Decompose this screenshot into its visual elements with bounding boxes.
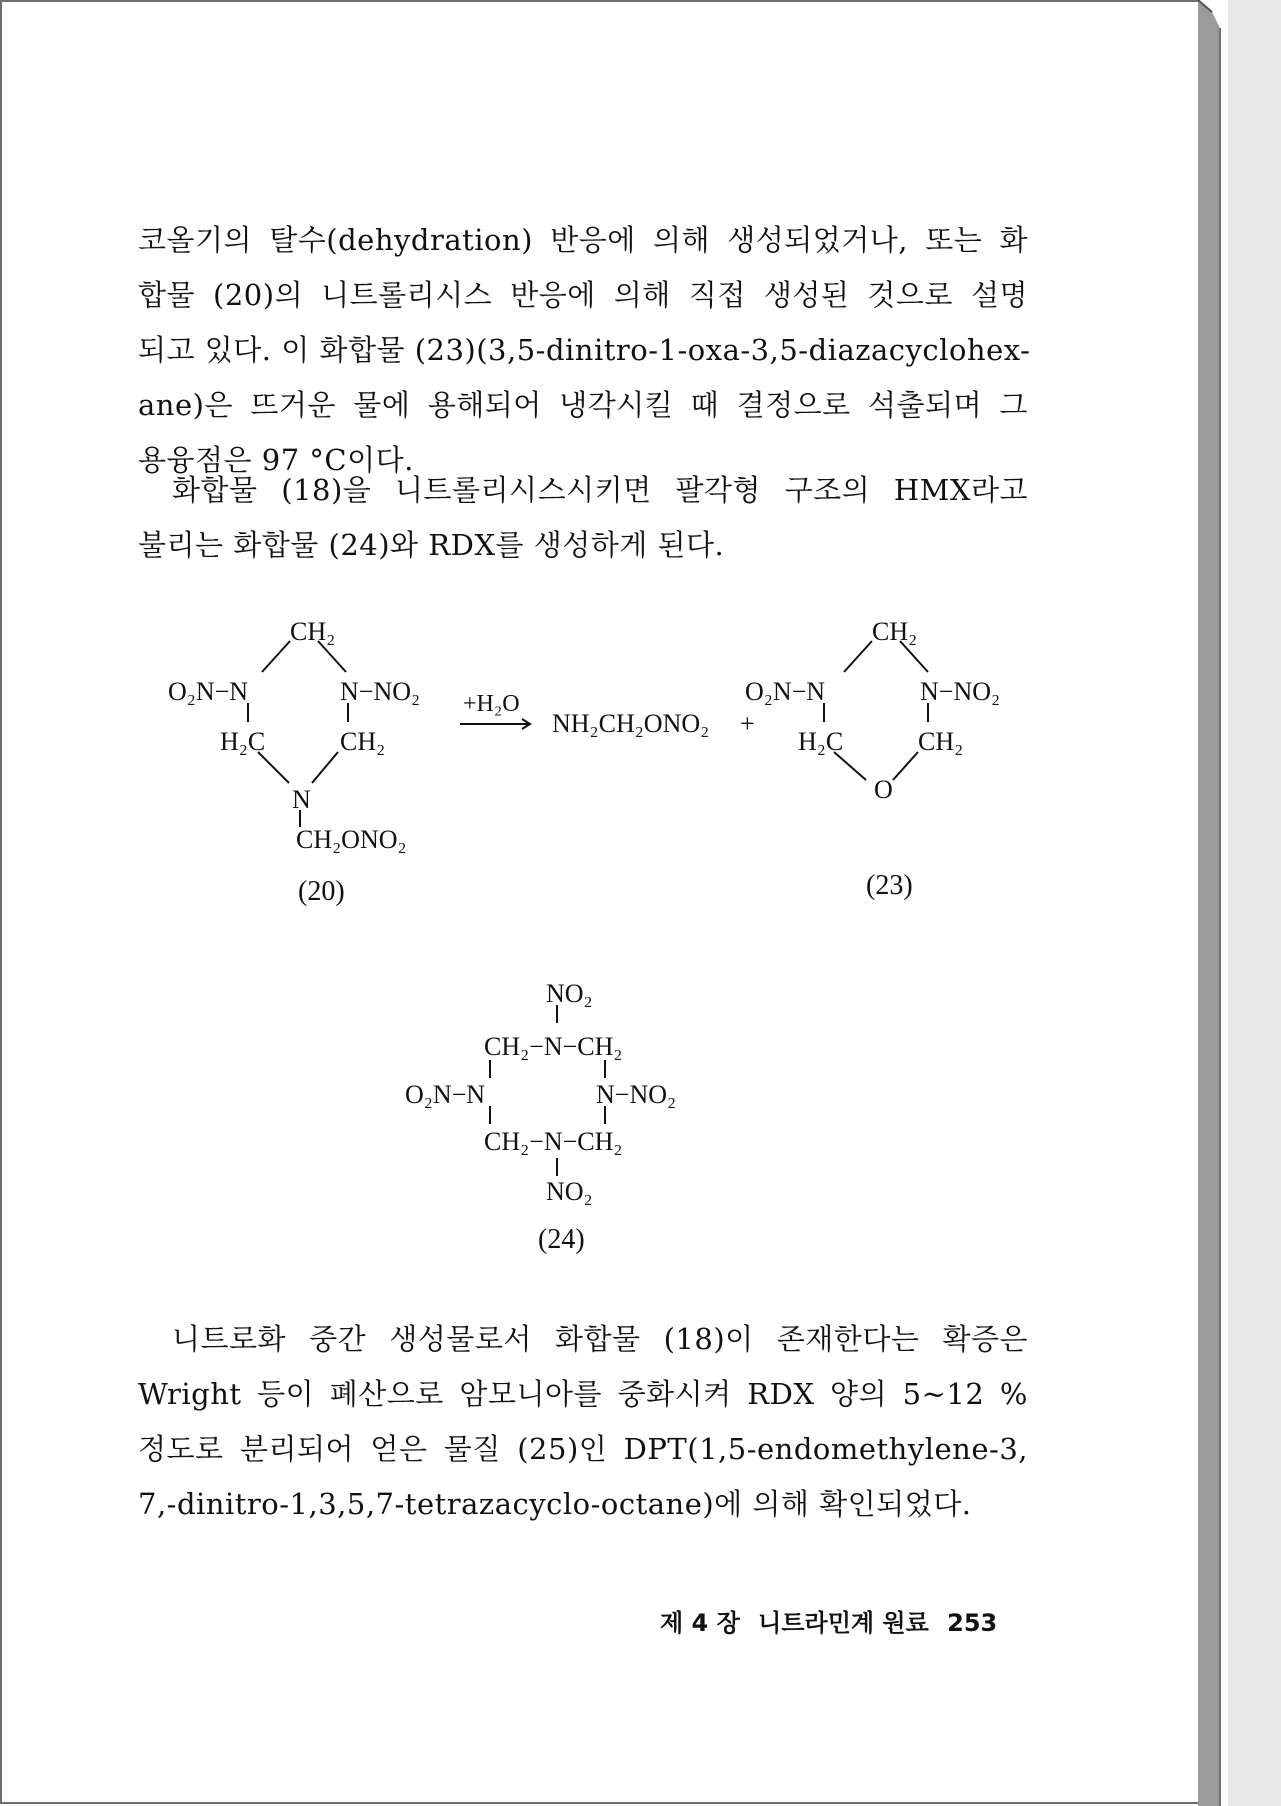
atom-label: N−NO₂ bbox=[596, 1080, 677, 1109]
compound-24 bbox=[405, 979, 676, 1255]
compound-label: (20) bbox=[298, 876, 345, 907]
text-line: 정도로 분리되어 얻은 물질 (25)인 DPT(1,5-endomethylene-3, bbox=[138, 1432, 1028, 1466]
reaction bbox=[463, 691, 755, 738]
text-line: 합물 (20)의 니트롤리시스 반응에 의해 직접 생성된 것으로 설명 bbox=[138, 278, 1028, 312]
text-line: 되고 있다. 이 화합물 (23)(3,5-dinitro-1-oxa-3,5-diazacyclohex- bbox=[138, 333, 1031, 367]
book-edge bbox=[1198, 0, 1228, 1806]
paragraph-1 bbox=[138, 213, 1031, 488]
atom-label: NO₂ bbox=[546, 979, 593, 1008]
atom-label: N−NO₂ bbox=[340, 677, 421, 706]
compound-20 bbox=[168, 617, 420, 907]
chapter-label: 제 4 장 bbox=[660, 1609, 740, 1637]
atom-label: CH₂ bbox=[872, 617, 918, 646]
atom-label: N bbox=[292, 785, 311, 814]
atom-label: NO₂ bbox=[546, 1177, 593, 1206]
paragraph-2 bbox=[138, 463, 1028, 573]
atom-label: O₂N−N bbox=[745, 677, 826, 706]
text-line: ane)은 뜨거운 물에 용해되어 냉각시킬 때 결정으로 석출되며 그 bbox=[138, 388, 1028, 422]
atom-label: CH₂ bbox=[340, 727, 386, 756]
product-label: NH₂CH₂ONO₂ bbox=[552, 709, 710, 738]
atom-label: CH₂−N−CH₂ bbox=[484, 1032, 623, 1061]
chapter-title: 니트라민계 원료 bbox=[758, 1609, 929, 1637]
atom-label: H₂C bbox=[220, 727, 266, 756]
atom-label: CH₂ONO₂ bbox=[296, 825, 407, 854]
text-line: 7,-dinitro-1,3,5,7-tetrazacyclo-octane)에 의해 확인되었다. bbox=[138, 1487, 972, 1521]
text-line: 불리는 화합물 (24)와 RDX를 생성하게 된다. bbox=[138, 528, 725, 562]
text-line: 화합물 (18)을 니트롤리시스시키면 팔각형 구조의 HMX라고 bbox=[172, 473, 1028, 507]
atom-label: O bbox=[874, 775, 893, 804]
text-line: 니트로화 중간 생성물로서 화합물 (18)이 존재한다는 확증은 bbox=[172, 1322, 1028, 1356]
reagent-label: +H₂O bbox=[463, 691, 520, 717]
text-line: 코올기의 탈수(dehydration) 반응에 의해 생성되었거나, 또는 화 bbox=[138, 223, 1028, 257]
compound-23 bbox=[745, 617, 1000, 901]
text-line: 용융점은 97 °C이다. bbox=[138, 443, 414, 477]
plus-sign: + bbox=[740, 709, 755, 738]
atom-label: CH₂ bbox=[290, 617, 336, 646]
page-number: 253 bbox=[947, 1609, 998, 1637]
atom-label: CH₂ bbox=[918, 727, 964, 756]
paragraph-3 bbox=[138, 1312, 1028, 1532]
atom-label: H₂C bbox=[798, 727, 844, 756]
atom-label: N−NO₂ bbox=[920, 677, 1001, 706]
compound-label: (24) bbox=[538, 1224, 585, 1255]
page-footer bbox=[660, 1603, 1060, 1638]
atom-label: CH₂−N−CH₂ bbox=[484, 1127, 623, 1156]
reaction-scheme bbox=[0, 600, 1200, 1300]
text-line: Wright 등이 폐산으로 암모니아를 중화시켜 RDX 양의 5~12 % bbox=[138, 1377, 1028, 1411]
atom-label: O₂N−N bbox=[168, 677, 249, 706]
atom-label: O₂N−N bbox=[405, 1080, 486, 1109]
chemical-structures bbox=[0, 600, 1200, 1300]
compound-label: (23) bbox=[866, 870, 913, 901]
page-shadow bbox=[1228, 0, 1281, 1806]
